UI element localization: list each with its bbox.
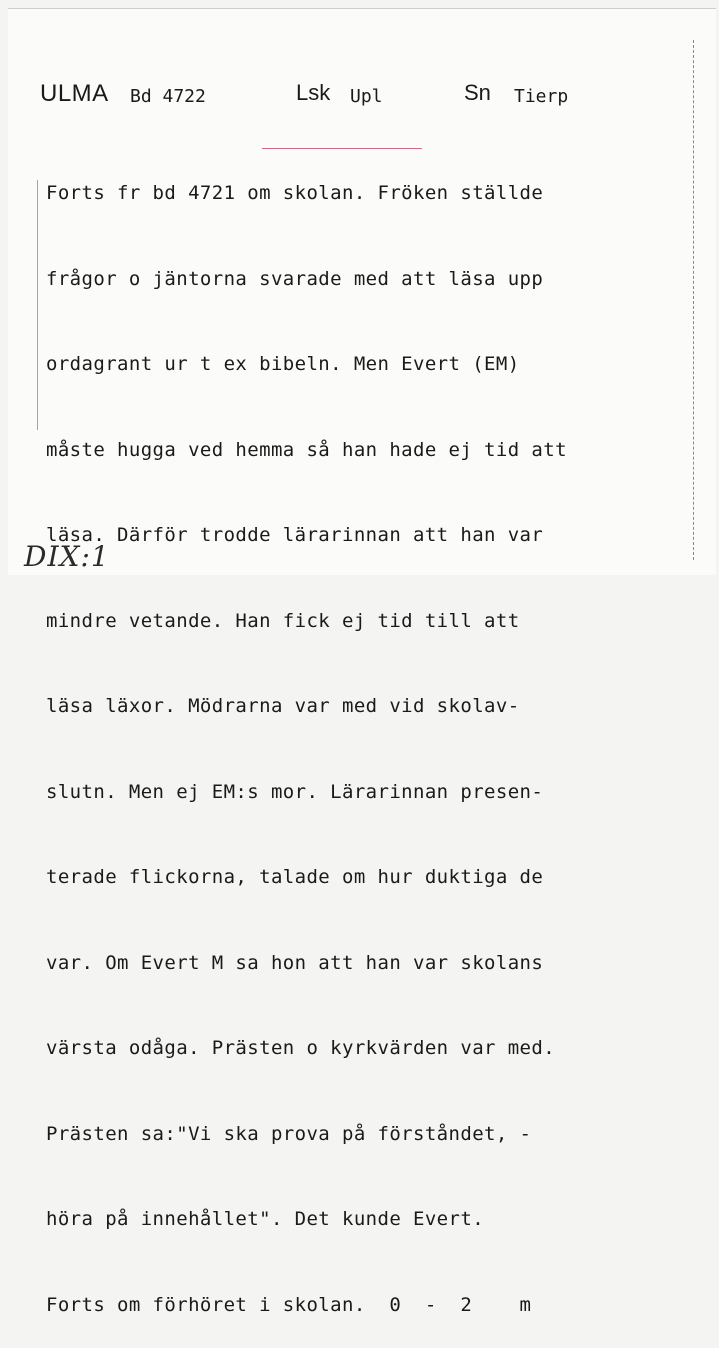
text-line: Forts om förhöret i skolan. 0 - 2 m — [46, 1293, 532, 1316]
text-line: läsa. Därför trodde lärarinnan att han var — [46, 524, 544, 546]
text-line: läsa läxor. Mödrarna var med vid skolav- — [46, 695, 520, 717]
archive-code: ULMA — [40, 80, 109, 107]
card-header — [0, 80, 719, 110]
text-line: värsta odåga. Prästen o kyrkvärden var med. — [46, 1037, 556, 1059]
margin-pencil-mark — [37, 180, 38, 430]
text-line: var. Om Evert M sa hon att han var skolans — [46, 951, 544, 974]
socken-label: Sn — [464, 80, 491, 105]
volume-number: Bd 4722 — [130, 86, 206, 107]
text-line: Prästen sa:"Vi ska prova på förståndet, - — [46, 1122, 532, 1145]
text-line: Forts fr bd 4721 om skolan. Fröken ställde — [46, 182, 544, 204]
landskap-label: Lsk — [296, 80, 331, 105]
card-body-text — [46, 122, 686, 1348]
landskap-value: Upl — [350, 86, 383, 107]
text-line: måste hugga ved hemma så han hade ej tid att — [46, 438, 567, 461]
card-edge-rule — [693, 40, 694, 560]
text-line: ordagrant ur t ex bibeln. Men Evert (EM) — [46, 353, 520, 375]
handwritten-reference: DIX:1 — [24, 540, 110, 573]
text-line: mindre vetande. Han fick ej tid till att — [46, 609, 520, 632]
text-line: frågor o jäntorna svarade med att läsa upp — [46, 267, 544, 290]
text-line: terade flickorna, talade om hur duktiga de — [46, 866, 544, 888]
socken-value: Tierp — [514, 86, 569, 107]
text-line: slutn. Men ej EM:s mor. Lärarinnan presen- — [46, 780, 544, 803]
text-line: höra på innehållet". Det kunde Evert. — [46, 1208, 485, 1230]
